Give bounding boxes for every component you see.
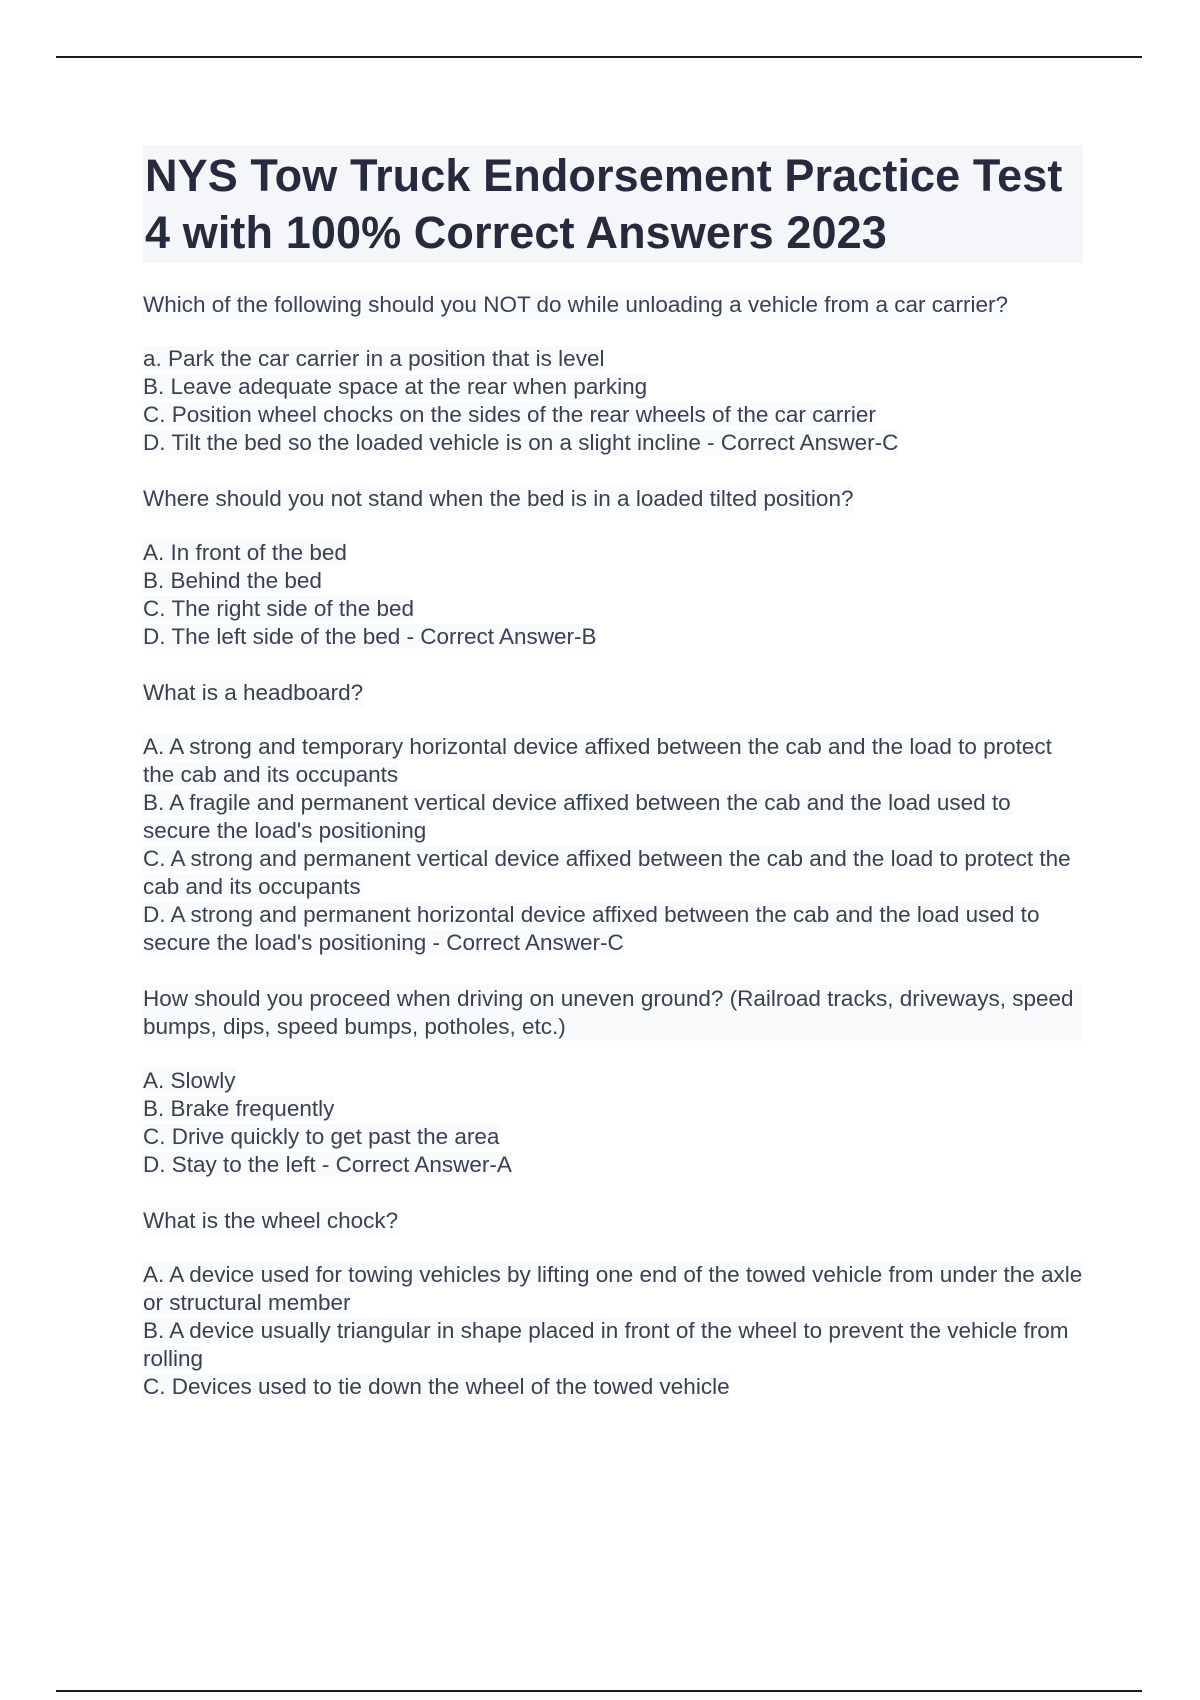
option-text: A. A strong and temporary horizontal device affixed between the cab and the load to protect the cab and its occupants xyxy=(143,734,1052,787)
option-item xyxy=(143,733,1083,789)
option-item xyxy=(143,345,1083,373)
top-rule xyxy=(56,56,1142,58)
options-list xyxy=(143,1067,1083,1179)
option-item xyxy=(143,901,1083,957)
options-list xyxy=(143,345,1083,457)
option-item xyxy=(143,1373,1083,1401)
question-block xyxy=(143,679,1083,957)
option-item xyxy=(143,1261,1083,1317)
option-text: A. In front of the bed xyxy=(143,540,347,565)
bottom-rule xyxy=(56,1690,1142,1692)
option-text: A. A device used for towing vehicles by lifting one end of the towed vehicle from under the axle or structural member xyxy=(143,1262,1083,1315)
option-text: A. Slowly xyxy=(143,1068,236,1093)
title-block xyxy=(143,145,1083,263)
document-body xyxy=(143,145,1083,1429)
question-text: How should you proceed when driving on uneven ground? (Railroad tracks, driveways, speed bumps, dips, speed bumps, potholes, etc.) xyxy=(143,985,1083,1041)
option-item xyxy=(143,1067,1083,1095)
option-item xyxy=(143,1123,1083,1151)
options-list xyxy=(143,733,1083,957)
options-list xyxy=(143,539,1083,651)
option-item xyxy=(143,1151,1083,1179)
option-text: B. Brake frequently xyxy=(143,1096,335,1121)
option-item xyxy=(143,539,1083,567)
document-title: NYS Tow Truck Endorsement Practice Test 4 with 100% Correct Answers 2023 xyxy=(145,150,1063,258)
option-text: B. A device usually triangular in shape placed in front of the wheel to prevent the vehicle from rolling xyxy=(143,1318,1069,1371)
option-text: C. Position wheel chocks on the sides of the rear wheels of the car carrier xyxy=(143,402,876,427)
question-text: Where should you not stand when the bed is in a loaded tilted position? xyxy=(143,486,854,511)
option-text: C. The right side of the bed xyxy=(143,596,414,621)
question-block xyxy=(143,985,1083,1179)
option-text: B. Leave adequate space at the rear when parking xyxy=(143,374,648,399)
option-item xyxy=(143,595,1083,623)
question-block xyxy=(143,1207,1083,1401)
question-text: Which of the following should you NOT do while unloading a vehicle from a car carrier? xyxy=(143,292,1009,317)
option-item xyxy=(143,845,1083,901)
option-item xyxy=(143,401,1083,429)
question-block xyxy=(143,291,1083,457)
option-text: C. A strong and permanent vertical device affixed between the cab and the load to protect the cab and its occupants xyxy=(143,846,1071,899)
option-item xyxy=(143,429,1083,457)
option-item xyxy=(143,373,1083,401)
option-text: D. The left side of the bed - Correct Answer-B xyxy=(143,624,597,649)
option-item xyxy=(143,1095,1083,1123)
option-text: B. Behind the bed xyxy=(143,568,322,593)
option-text: a. Park the car carrier in a position that is level xyxy=(143,346,605,371)
question-block xyxy=(143,485,1083,651)
option-text: D. Stay to the left - Correct Answer-A xyxy=(143,1152,512,1177)
option-text: D. Tilt the bed so the loaded vehicle is on a slight incline - Correct Answer-C xyxy=(143,430,899,455)
option-text: D. A strong and permanent horizontal device affixed between the cab and the load used to secure the load's positioning - Correct Answer-C xyxy=(143,902,1040,955)
option-text: B. A fragile and permanent vertical device affixed between the cab and the load used to secure the load's positioning xyxy=(143,790,1011,843)
question-text: What is a headboard? xyxy=(143,680,364,705)
option-text: C. Devices used to tie down the wheel of the towed vehicle xyxy=(143,1374,730,1399)
option-text: C. Drive quickly to get past the area xyxy=(143,1124,500,1149)
option-item xyxy=(143,623,1083,651)
option-item xyxy=(143,567,1083,595)
option-item xyxy=(143,1317,1083,1373)
options-list xyxy=(143,1261,1083,1401)
question-text: What is the wheel chock? xyxy=(143,1208,399,1233)
option-item xyxy=(143,789,1083,845)
